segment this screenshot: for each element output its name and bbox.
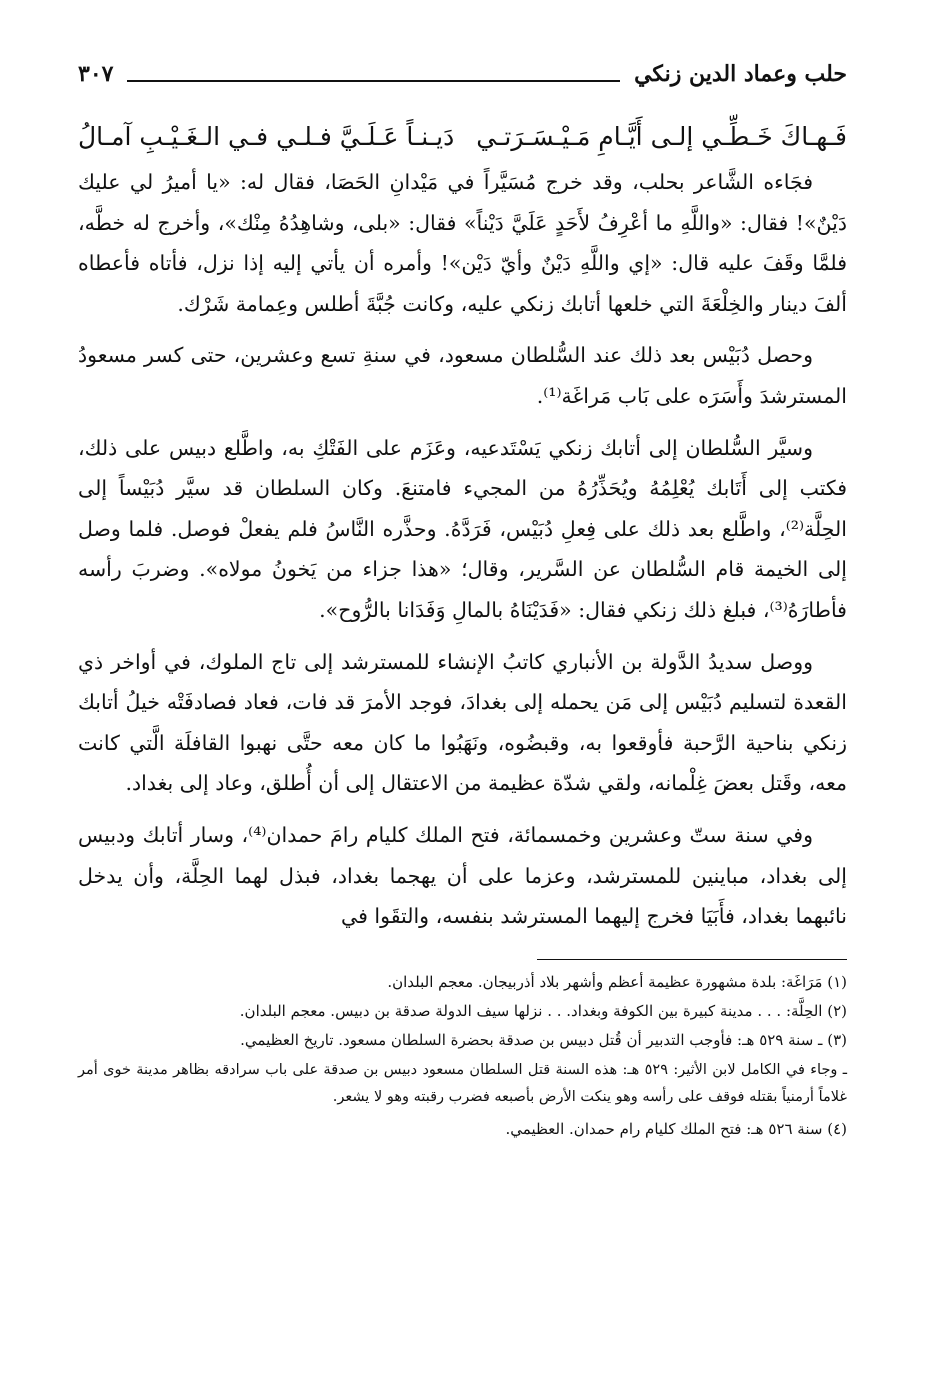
footnote xyxy=(78,1115,847,1144)
footnote xyxy=(78,968,847,997)
footnote-continuation xyxy=(78,1057,847,1111)
book-page xyxy=(78,52,847,1144)
body-paragraph: وسيَّر السُّلطان إلى أتابك زنكي يَسْتَدعيه، وعَزَم على الفَتْكِ به، واطَّلع دبيس على ذلك، فكتب إلى أَتَابك يُعْلِمُهُ ويُحَذِّرُهُ من المجيء فامتنعَ. وكان السلطان قد سيَّر دُبَيْساً إلى الحِلَّة⁽²⁾، واطَّلع بعد ذلك على فِعلِ دُبَيْس، فَرَدَّهُ. وحذَّره النَّاسُ فلم يفعلْ فوصل. فلما وصل إلى الخيمة قام السُّلطان عن السَّرير، وقال؛ «هذا جزاء من يَخونُ مولاه». وضربَ رأسه فأطارَهُ⁽³⁾، فبلغ ذلك زنكي فقال: «فَدَيْنَاهُ بالمالِ وَفَدَانا بالرُّوح». xyxy=(78,435,847,622)
poem-verse xyxy=(78,114,847,160)
footnote-text: ـ سنة ٥٢٩ هـ: فأوجب التدبير أن قُتل دبيس بن صدقة بحضرة السلطان مسعود. تاريخ العظيمي. xyxy=(240,1030,823,1049)
footnote-number: (٣) xyxy=(827,1030,847,1049)
footnote-text: الحِلَّة: . . . مدينة كبيرة بين الكوفة وبغداد. . . نزلها سيف الدولة صدقة بن دبيس. معجم البلدان. xyxy=(239,1001,823,1020)
body-paragraph: فجَاءه الشَّاعر بحلب، وقد خرج مُسَيَّراً في مَيْدانِ الحَصَا، فقال له: «يا أميرُ لي عليك دَيْنٌ»! فقال: «واللَّهِ ما أعْرِفُ لأَحَدٍ عَلَيَّ دَيْناً» فقال: «بلى، وشاهِدُهُ مِنْك»، وأخرج له خطَّه، فلمَّا وقَفَ عليه قال: «إي واللَّهِ دَيْنٌ وأيّ دَيْن»! وأمره أن يأتي إليه إذا نزل، فأتاه فأعطاه ألفَ دينار والخِلْعَةَ التي خلعها أتابك زنكي عليه، وكانت جُبَّةَ أطلس وعِمامة شَرْك. xyxy=(78,170,847,316)
footnotes xyxy=(78,968,847,1144)
body-paragraph: وحصل دُبَيْس بعد ذلك عند السُّلطان مسعود، في سنةِ تسع وعشرين، حتى كسر مسعودُ المسترشدَ وأَسَرَه على بَاب مَراغَة⁽¹⁾. xyxy=(78,343,847,408)
footnote-number: (٢) xyxy=(827,1001,847,1020)
footnote xyxy=(78,1026,847,1055)
running-header xyxy=(78,52,847,96)
footnote-text: مَرَاغَة: بلدة مشهورة عظيمة أعظم وأشهر بلاد أذربيجان. معجم البلدان. xyxy=(387,972,823,991)
footnote-text: سنة ٥٢٦ هـ: فتح الملك كليام رام حمدان. العظيمي. xyxy=(505,1119,823,1138)
footnote-number: (١) xyxy=(827,972,847,991)
body-paragraph: وفي سنة ستّ وعشرين وخمسمائة، فتح الملك كليام رامَ حمدان⁽⁴⁾، وسار أتابك ودبيس إلى بغداد، مباينين للمسترشد، وعزما على أن يهجما بغداد، فبذل لهما الحِلَّة، وأن يدخل نائبهما بغداد، فأَبَيَا فخرج إليهما المسترشد بنفسه، والتقَوا في xyxy=(78,822,847,929)
footnote xyxy=(78,997,847,1026)
verse-second-hemistich: دَيـنـاً عَـلَـيَّ فـلـي فـي الـغَـيْـبِ آمـالُ xyxy=(78,122,455,151)
footnote-number: (٤) xyxy=(827,1119,847,1138)
header-rule xyxy=(127,80,620,82)
footnote-text: ـ وجاء في الكامل لابن الأثير: ٥٢٩ هـ: هذه السنة قتل السلطان مسعود دبيس بن صدقة على باب سرادقه بظاهر مدينة خوى أمر غلاماً أرمنياً بقتله فوقف على رأسه وهو ينكت الأرض بأصبعه فضرب رقبته وهو لا يشعر. xyxy=(78,1061,847,1105)
running-title: حلب وعماد الدين زنكي xyxy=(634,61,847,87)
body-paragraph: ووصل سديدُ الدَّولة بن الأنباري كاتبُ الإنشاء للمسترشد إلى تاج الملوك، في أواخر ذي القعدة لتسليم دُبَيْس إلى مَن يحمله إلى بغدادَ، فوجد الأمرَ قد فات، فعاد فصادفَتْه خيلُ أتابك زنكي بناحية الرَّحبة فأوقعوا به، وقبضُوه، ونَهَبُوا ما كان معه حتَّى نهبوا القافلَة الَّتي كانت معه، وقَتل بعضَ غِلْمانه، ولقي شدّة عظيمة من الاعتقال إلى أن أُطلق، وعاد إلى بغداد. xyxy=(78,649,847,796)
verse-first-hemistich: فَـهـاكَ خَـطِّـي إلـى أَيَّـامِ مَـيْـسَـرَتـي xyxy=(476,122,847,151)
page-number: ٣٠٧ xyxy=(78,61,114,87)
footnote-separator xyxy=(537,959,847,960)
